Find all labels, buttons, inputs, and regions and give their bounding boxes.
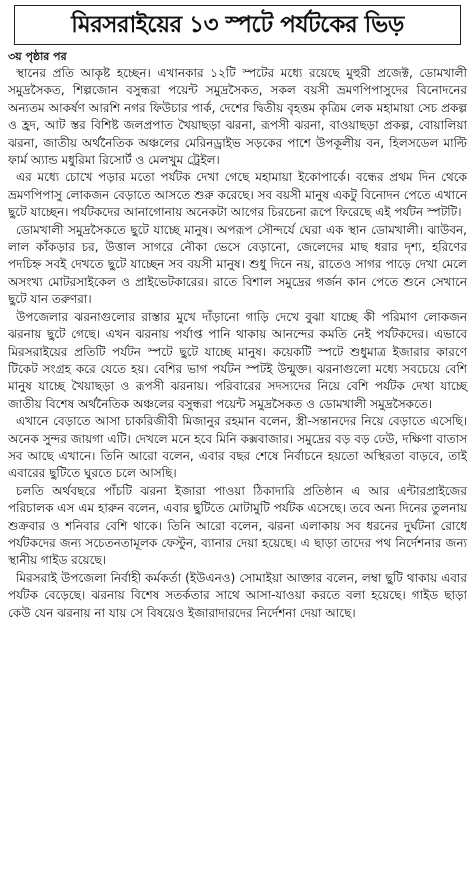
continued-from-label: ৩য় পৃষ্ঠার পর (8, 50, 67, 63)
article-paragraph: স্থানের প্রতি আকৃষ্ট হচ্ছেন। এখানকার ১২টি স্পটের মধ্যে রয়েছে মুহুরী প্রজেক্ট, ডোমখালী সমুদ্রসৈকত, শিল্পজোন বসুন্ধরা পয়েন্ট সমুদ্রসৈকত, সকল বয়সী ভ্রমণপিপাসুদের বিনোদনের অন্যতম আকর্ষণ আরশি নগর ফিউচার পার্ক, দেশের দ্বিতীয় বৃহত্তম কৃত্রিম লেক মহামায়া সেচ প্রকল্প ও হ্রদ, আট স্তর বিশিষ্ট জলপ্রপাত খৈয়াছড়া ঝরনা, রূপসী ঝরনা, বাওয়াছড়া প্রকল্প, বোয়ালিয়া ঝরনা, জাতীয় অর্থনৈতিক অঞ্চলের মেরিনড্রাইভ সড়কের পাশে উপকূলীয় বন, হিলসডেল মাল্টি ফার্ম অ্যান্ড মধুরিমা রিসোর্ট ও মেলখুম ট্রেইল। (8, 66, 467, 168)
article-paragraph: ডোমখালী সমুদ্রসৈকতে ছুটে যাচ্ছে মানুষ। অপরূপ সৌন্দর্যে ঘেরা এক স্থান ডোমখালী। ঝাউবন, লাল কাঁকড়ার চর, উত্তাল সাগরে নৌকা ভেসে বেড়ানো, জেলেদের মাছ ধরার দৃশ্য, হরিণের পদচিহ্ন সবই দেখতে ছুটে যাচ্ছেন সব বয়সী মানুষ। শুধু দিনে নয়, রাতেও সাগর পাড়ে দেখা মেলে অসংখ্য মোটরসাইকেল ও প্রাইভেটকারের। রাতে বিশাল সমুদ্রের গর্জন কান পেতে শুনে সেখানে ছুটে যান তরুণরা। (8, 222, 467, 307)
article-body (8, 65, 467, 622)
article-paragraph: উপজেলার ঝরনাগুলোর রাস্তার মুখে দাঁড়ানো গাড়ি দেখে বুঝা যাচ্ছে কী পরিমাণ লোকজন ঝরনায় ছুটে গেছে। এখন ঝরনায় পর্যাপ্ত পানি থাকায় আনন্দের কমতি নেই পর্যটকদের। এভাবে মিরসরাইয়ের প্রতিটি পর্যটন স্পটে ছুটে যাচ্ছে মানুষ। কয়েকটি স্পটে শুধুমাত্র ইজারার কারণে টিকেট সংগ্রহ করে যেতে হয়। বেশির ভাগ পর্যটন স্পটই উন্মুক্ত। ঝরনাগুলো মধ্যে সবচেয়ে বেশি মানুষ যাচ্ছে খৈয়াছড়া ও রূপসী ঝরনায়। পরিবারের সদস্যদের নিয়ে বেশি পর্যটক দেখা যাচ্ছে জাতীয় বিশেষ অর্থনৈতিক অঞ্চলের বসুন্ধরা পয়েন্ট সমুদ্রসৈকত ও ডোমখালী সমুদ্রসৈকতে। (8, 309, 467, 411)
article-paragraph: মিরসরাই উপজেলা নির্বাহী কর্মকর্তা (ইউএনও) সোমাইয়া আক্তার বলেন, লম্বা ছুটি থাকায় এবার পর্যটক বেড়েছে। ঝরনায় বিশেষ সতর্কতার সাথে আসা-যাওয়া করতে বলা হয়েছে। গাইড ছাড়া কেউ যেন ঝরনায় না যায় সে বিষয়েও ইজারাদারদের নির্দেশনা দেয়া আছে। (8, 570, 467, 620)
article-paragraph: এখানে বেড়াতে আসা চাকরিজীবী মিজানুর রহমান বলেন, স্ত্রী-সন্তানদের নিয়ে বেড়াতে এসেছি। অনেক সুন্দর জায়গা এটি। দেখলে মনে হবে মিনি কক্সবাজার। সমুদ্রের বড় বড় ঢেউ, দক্ষিণা বাতাস সব আছে এখানে। তিনি আরো বলেন, এবার বছর শেষে নির্বাচনে হয়তো অস্থিরতা বাড়বে, তাই এবারের ছুটিতে ঘুরতে চলে আসছি। (8, 414, 467, 481)
article-paragraph: এর মধ্যে চোখে পড়ার মতো পর্যটক দেখা গেছে মহামায়া ইকোপার্কে। বন্ধের প্রথম দিন থেকে ভ্রমণপিপাসু লোকজন বেড়াতে আসতে শুরু করেছে। সব বয়সী মানুষ একটু বিনোদন পেতে এখানে ছুটে যাচ্ছেন। পর্যটকদের আনাগোনায় অনেকটা আগের চিরচেনা রূপে ফিরেছে এই পর্যটন স্পটটি। (8, 170, 467, 220)
newspaper-clipping (0, 5, 475, 882)
article-paragraph: চলতি অর্থবছরে পাঁচটি ঝরনা ইজারা পাওয়া ঠিকাদারি প্রতিষ্ঠান এ আর এন্টারপ্রাইজের পরিচালক এস এম হারুন বলেন, এবার ছুটিতে মোটামুটি পর্যটক এসেছে। তবে অন্য দিনের তুলনায় শুক্রবার ও শনিবার বেশি থাকে। তিনি আরো বলেন, ঝরনা এলাকায় সব ধরনের দুর্ঘটনা রোধে পর্যটকদের জন্য সচেতনতামূলক ফেস্টুন, ব্যানার দেয়া হয়েছে। এ ছাড়া তাদের পথ নির্দেশনার জন্য স্থানীয় গাইড রয়েছে। (8, 483, 467, 568)
headline: মিরসরাইয়ের ১৩ স্পটে পর্যটকের ভিড় (14, 5, 461, 45)
